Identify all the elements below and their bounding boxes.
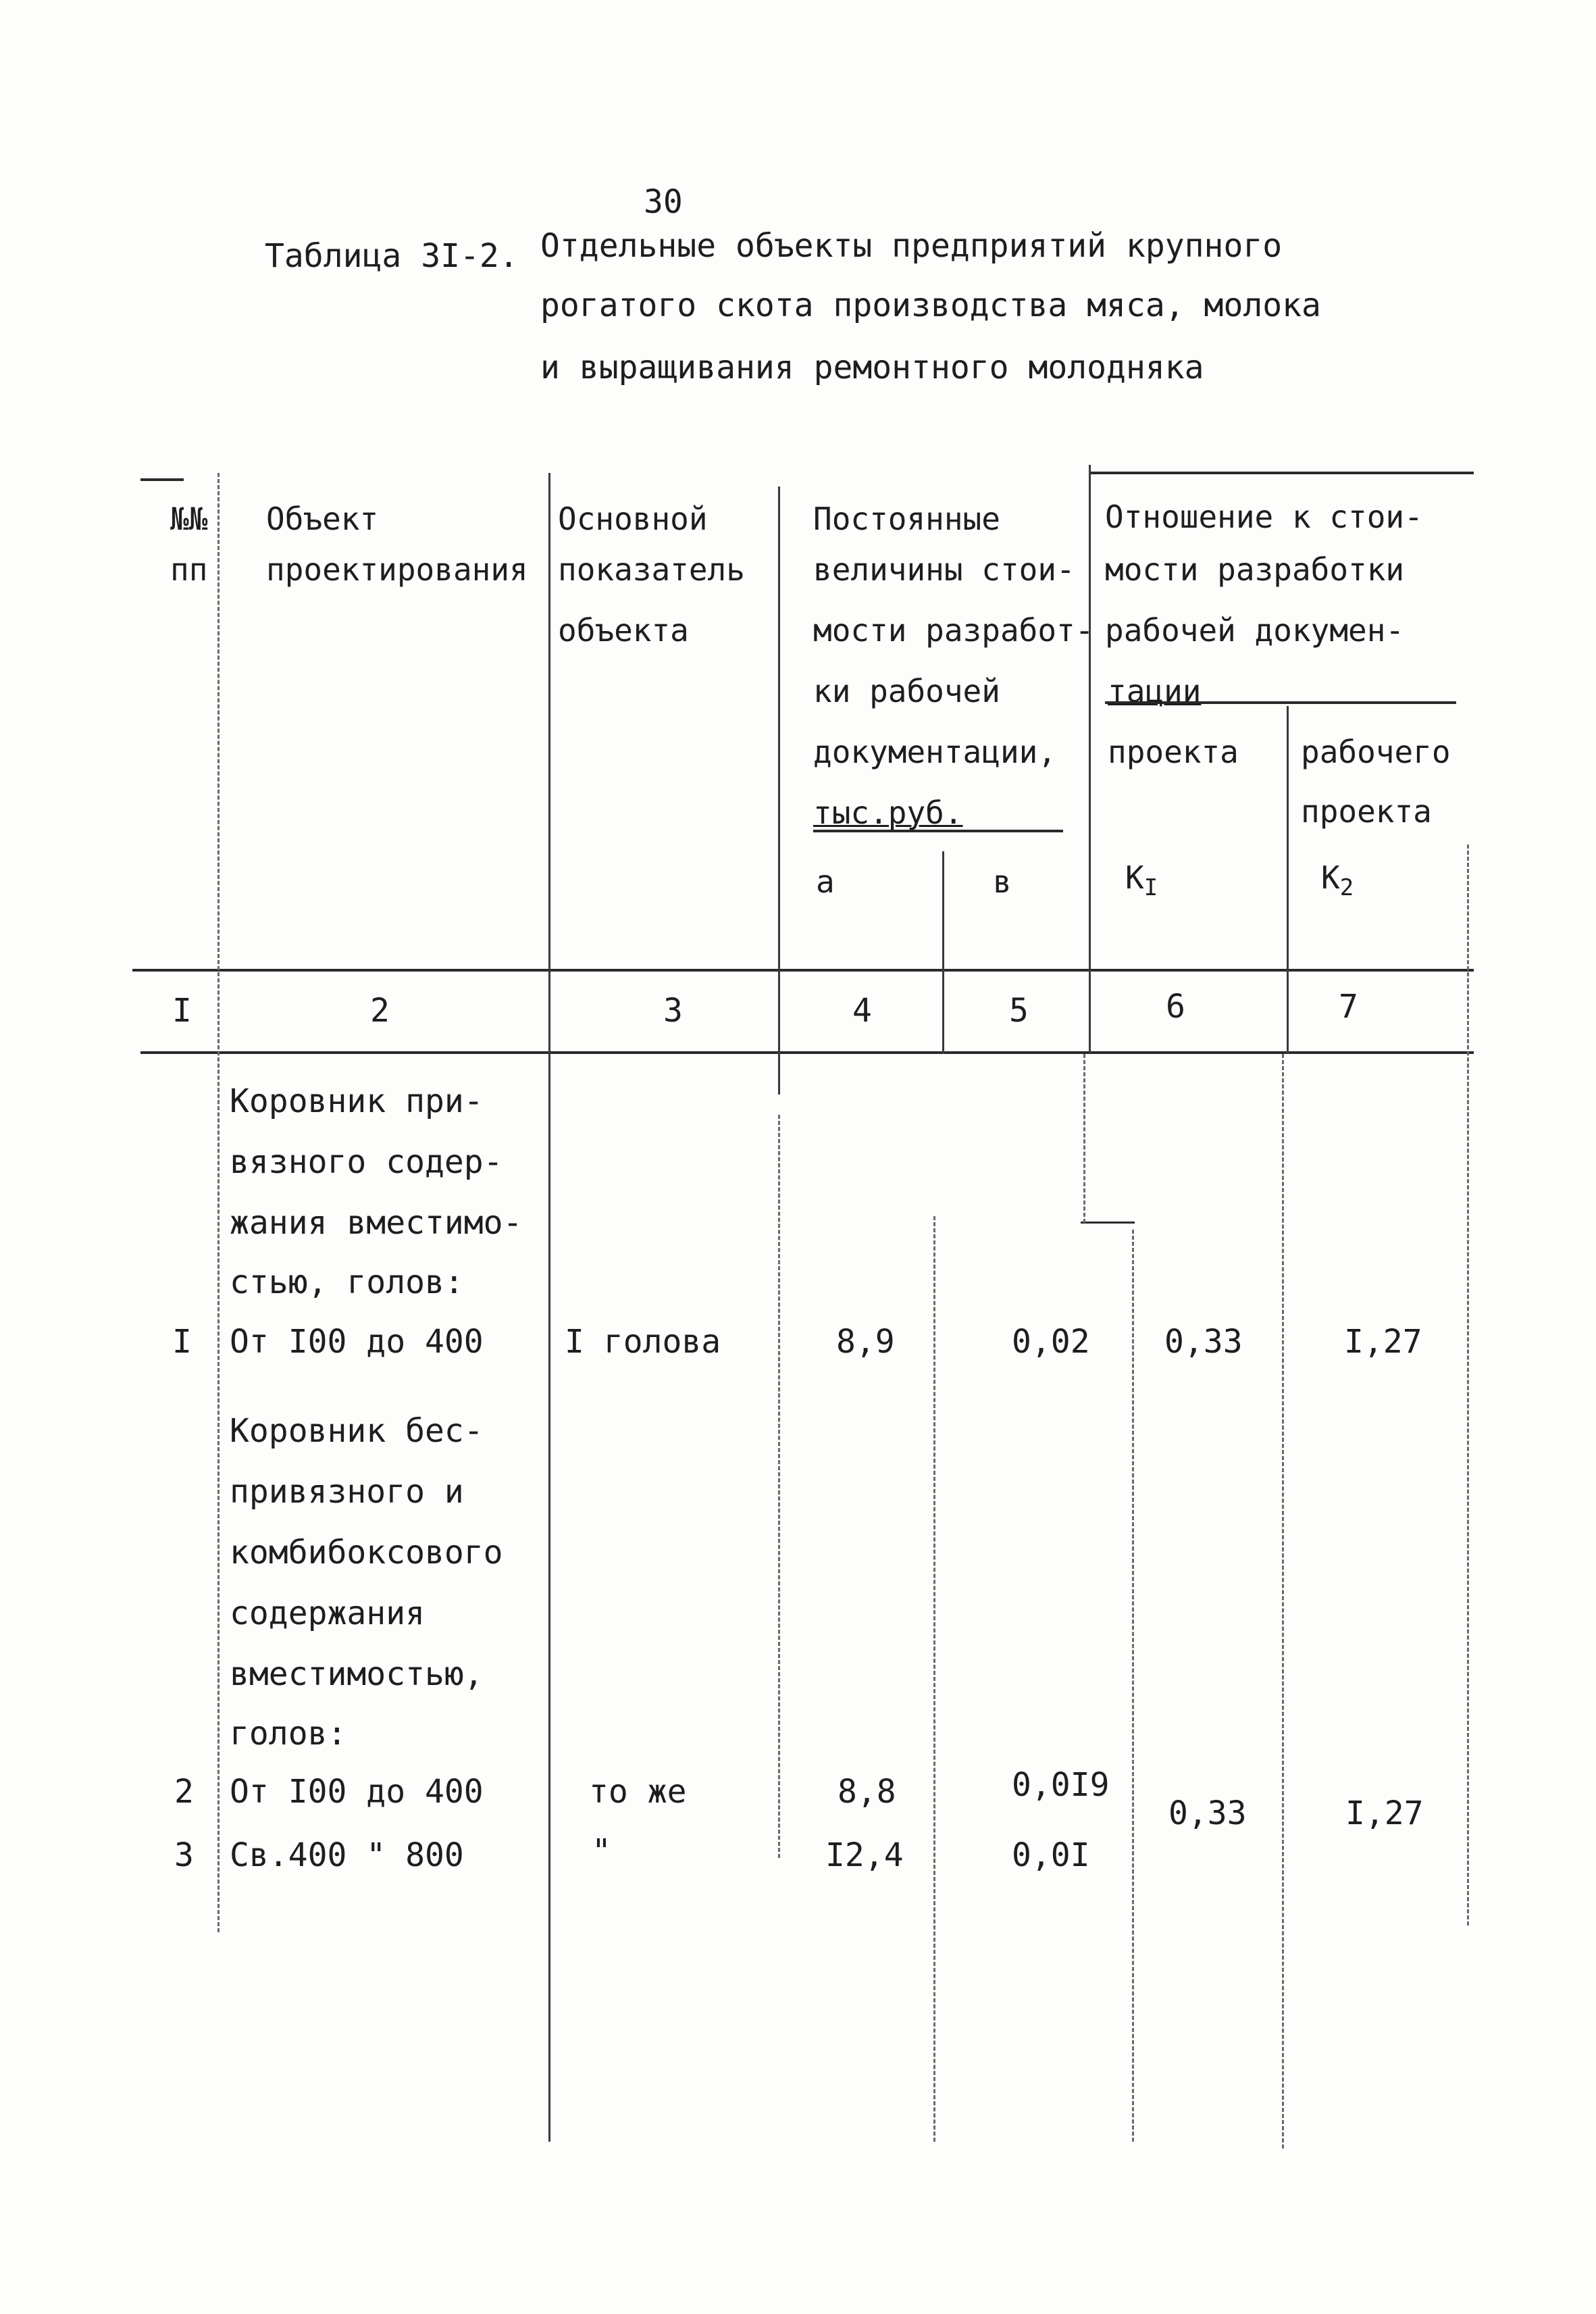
row-value-b: 0,0I: [1012, 1836, 1090, 1874]
row-value-b: 0,02: [1012, 1323, 1090, 1361]
group-title-line: голов:: [230, 1715, 347, 1753]
colnum-4: 4: [852, 992, 872, 1030]
divider-col67: [1287, 706, 1289, 1054]
colnum-1: I: [172, 992, 192, 1030]
row-number: 2: [174, 1773, 194, 1811]
top-rule-left: [140, 478, 184, 481]
top-rule: [1089, 472, 1474, 474]
header-object-2: проектирования: [266, 551, 528, 588]
header-object: Объект: [266, 501, 379, 537]
divider-col67-lower: [1282, 1054, 1284, 2148]
divider-col2: [548, 473, 550, 2142]
k2-index: 2: [1339, 874, 1354, 902]
header-workproject-1: рабочего: [1301, 734, 1451, 770]
group-title-line: содержания: [230, 1594, 425, 1632]
header-const-3: мости разработ-: [813, 612, 1094, 649]
divider-col6: [1132, 1230, 1134, 2142]
header-num-pp: пп: [170, 551, 208, 588]
header-num: №№: [170, 501, 208, 537]
divider-col5-lower: [1083, 1054, 1085, 1223]
caption-line-3: и выращивания ремонтного молодняка: [540, 349, 1204, 386]
colnum-5: 5: [1009, 992, 1029, 1030]
group-title-line: жания вместимо-: [230, 1204, 523, 1242]
row-indicator: I голова: [565, 1323, 721, 1361]
k1-index: I: [1143, 874, 1158, 902]
divider-col5: [1089, 465, 1091, 1053]
header-const-4: ки рабочей: [813, 673, 1000, 709]
caption-label: Таблица 3I-2.: [265, 237, 519, 275]
header-indicator-2: показатель: [558, 551, 745, 588]
divider-col3-lower: [778, 1115, 780, 1858]
row-value-k2: I,27: [1344, 1323, 1422, 1361]
k2-symbol: К: [1321, 859, 1340, 896]
row-object: Св.400 " 800: [230, 1836, 464, 1874]
group-value-k2: I,27: [1345, 1794, 1424, 1832]
page-number: 30: [644, 183, 683, 221]
header-workproject-2: проекта: [1301, 793, 1432, 830]
stub-rule: [1081, 1222, 1135, 1224]
row-value-a: 8,9: [836, 1323, 895, 1361]
row-value-a: 8,8: [838, 1773, 896, 1811]
row-value-b: 0,0I9: [1012, 1766, 1110, 1804]
row-indicator: то же: [589, 1773, 687, 1811]
divider-col3: [778, 486, 780, 1095]
header-k2: [1321, 859, 1354, 902]
header-const-1: Постоянные: [813, 501, 1000, 537]
header-col-a: а: [816, 863, 835, 900]
row-number: 3: [174, 1836, 194, 1874]
group-title-line: стью, голов:: [230, 1263, 464, 1301]
colnum-7: 7: [1339, 988, 1358, 1026]
group-title-line: вязного содер-: [230, 1143, 503, 1181]
group-value-k1: 0,33: [1168, 1794, 1247, 1832]
caption-line-1: Отдельные объекты предприятий крупного: [540, 227, 1283, 265]
header-ratio-3: рабочей докумен-: [1105, 612, 1405, 649]
group-title-line: вместимостью,: [230, 1655, 484, 1693]
group-title-line: привязного и: [230, 1473, 464, 1511]
caption-line-2: рогатого скота производства мяса, молока: [540, 286, 1321, 324]
row-value-a: I2,4: [825, 1836, 904, 1874]
header-project: проекта: [1108, 734, 1239, 770]
colnum-2: 2: [370, 992, 390, 1030]
row-indicator: ": [592, 1832, 611, 1870]
numbers-bottom-rule: [140, 1051, 1474, 1054]
divider-col45: [942, 851, 944, 1054]
group-title-line: Коровник при-: [230, 1082, 484, 1120]
header-const-5: документации,: [813, 734, 1057, 770]
header-k1: [1125, 859, 1158, 902]
row-value-k1: 0,33: [1164, 1323, 1243, 1361]
row-number: I: [172, 1323, 192, 1361]
header-indicator-3: объекта: [558, 612, 689, 649]
header-indicator: Основной: [558, 501, 708, 537]
group-title-line: Коровник бес-: [230, 1412, 484, 1450]
header-const-2: величины стои-: [813, 551, 1075, 588]
header-col-b: в: [993, 863, 1012, 900]
k1-symbol: К: [1125, 859, 1144, 896]
divider-col45-lower: [933, 1216, 935, 2142]
header-ratio-2: мости разработки: [1105, 551, 1405, 588]
row-object: От I00 до 400: [230, 1773, 484, 1811]
group-title-line: комбибоксового: [230, 1534, 503, 1571]
header-const-6: тыс.руб.: [813, 795, 963, 831]
header-bottom-rule: [132, 969, 1474, 972]
divider-col1: [217, 473, 220, 1932]
header-ratio-4: тации: [1108, 673, 1202, 709]
header-ratio-1: Отношение к стои-: [1105, 499, 1423, 535]
row-object: От I00 до 400: [230, 1323, 484, 1361]
colnum-3: 3: [663, 992, 683, 1030]
colnum-6: 6: [1166, 988, 1185, 1026]
divider-right: [1467, 845, 1469, 1926]
